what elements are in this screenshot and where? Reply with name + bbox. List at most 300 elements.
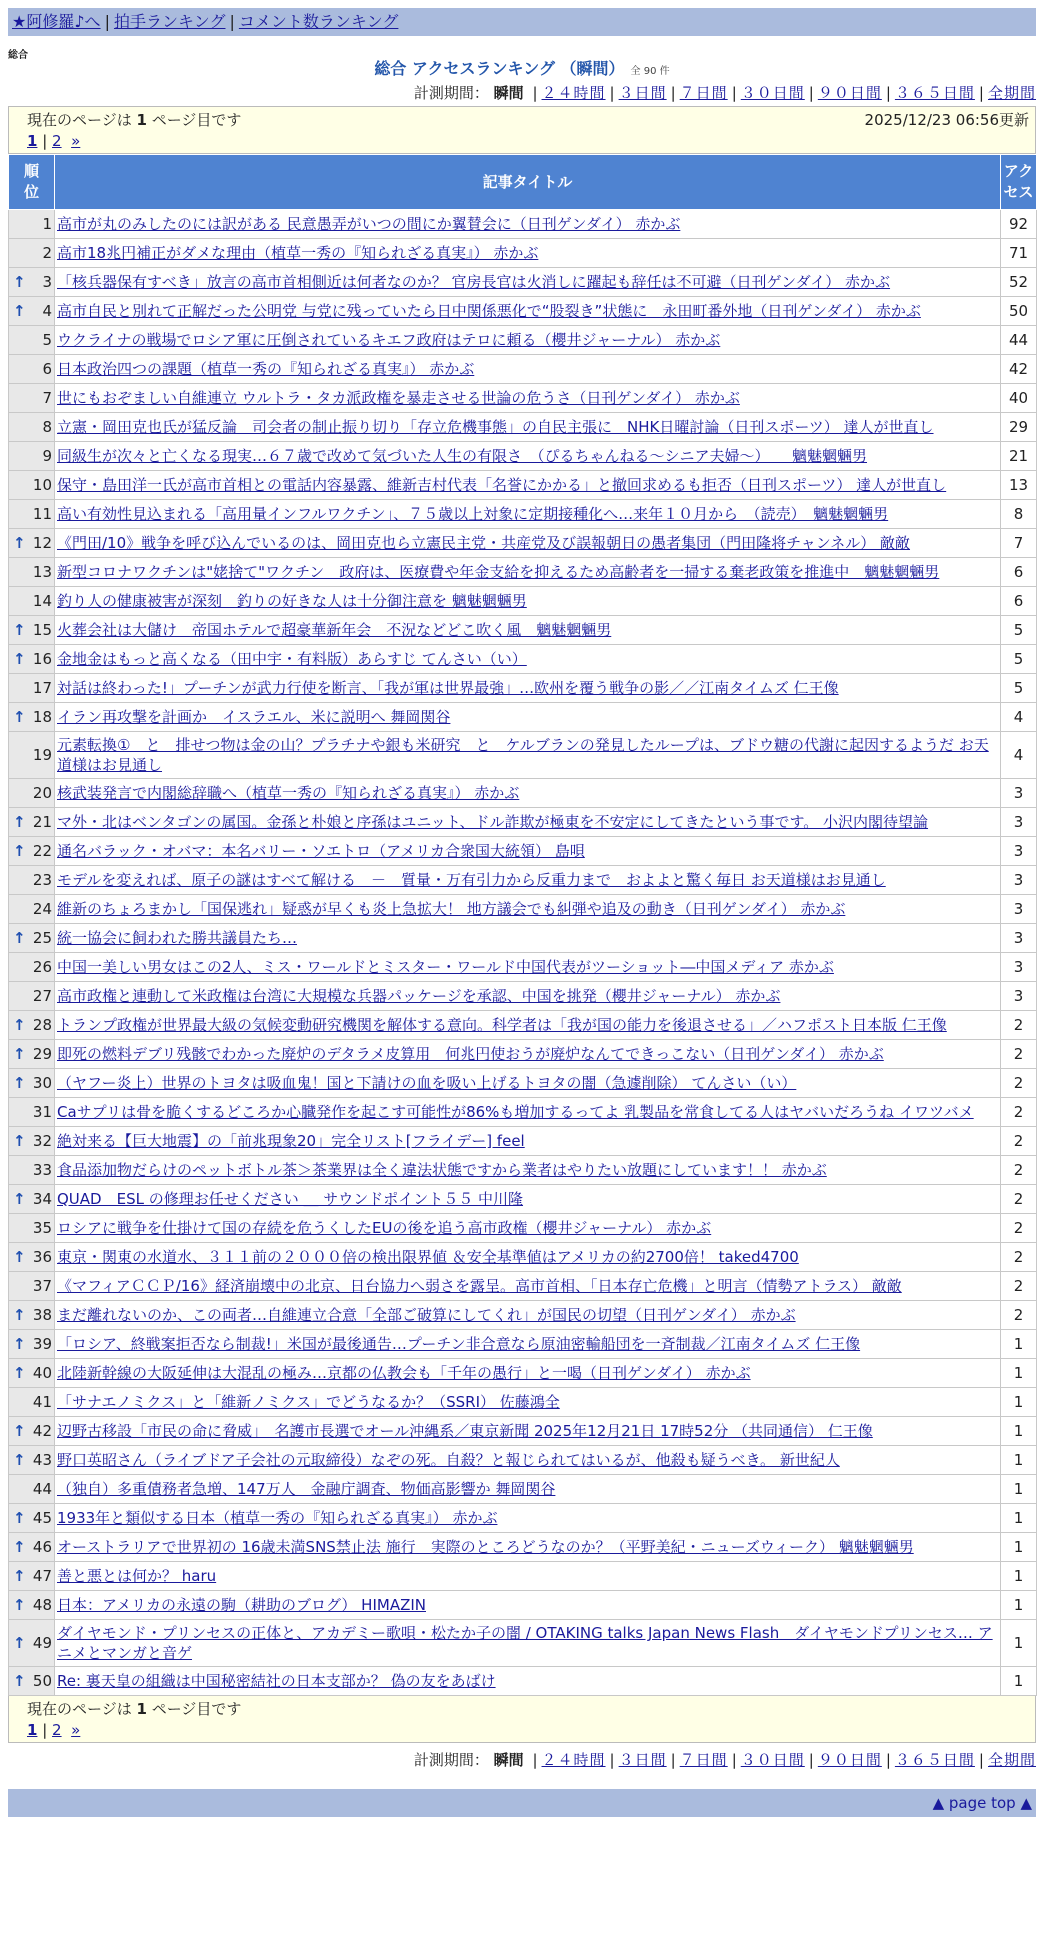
article-title-link[interactable]: まだ離れないのか、この両者…自維連立合意「全部ご破算にしてくれ」が国民の切望（日刊ゲンダイ） 赤かぶ [57,1306,796,1324]
rank-cell [9,674,55,703]
title-cell [55,558,1001,587]
rank-cell [9,442,55,471]
rank-cell [9,355,55,384]
rank-number: 15 [32,621,52,639]
section-label: 総合 [8,50,28,61]
table-row [9,779,1037,808]
rank-cell [9,895,55,924]
rank-number: 10 [32,476,52,494]
article-title-link[interactable]: 東京・関東の水道水、３１１前の２０００倍の検出限界値 ＆安全基準値はアメリカの約2700倍！ taked4700 [57,1248,799,1266]
article-title-link[interactable]: 通名バラック・オバマ：本名バリー・ソエトロ（アメリカ合衆国大統領） 島唄 [57,842,585,860]
ranking-title [8,58,1036,80]
footer-bar [8,1789,1036,1817]
rank-cell [9,1301,55,1330]
article-title-link[interactable]: 食品添加物だらけのペットボトル茶＞茶業界は全く違法状態ですから業者はやりたい放題にしています！！ 赤かぶ [57,1161,827,1179]
rank-cell [9,1504,55,1533]
table-row [9,442,1037,471]
access-count: 29 [1001,413,1037,442]
applause-ranking-link[interactable]: 拍手ランキング [113,12,226,31]
rank-number: 23 [32,871,52,889]
article-title-link[interactable]: マ外・北はベンタゴンの属国。金孫と朴娘と序孫はユニット、ドル詐欺が極東を不安定にしてきたという事です。 小沢内閣待望論 [57,813,929,831]
access-count: 2 [1001,1069,1037,1098]
rank-number: 8 [42,418,52,436]
table-row [9,500,1037,529]
access-count: 1 [1001,1667,1037,1696]
current-page-number: 1 [136,111,147,129]
ranking-table-body [9,210,1037,1696]
table-row [9,355,1037,384]
access-count: 44 [1001,326,1037,355]
pager-top: 現在のページは 1 ページ目です 2025/12/23 06:56更新 1 | 2 » [8,106,1036,154]
access-count: 1 [1001,1620,1037,1667]
period-link[interactable]: ３０日間 [740,1751,805,1769]
table-row [9,703,1037,732]
period-link[interactable]: ３日間 [618,84,667,102]
access-count: 2 [1001,1272,1037,1301]
rank-number: 46 [32,1538,52,1556]
rank-number: 28 [32,1016,52,1034]
article-title-link[interactable]: モデルを変えれば、原子の謎はすべて解ける － 質量・万有引力から反重力まで およよと驚く毎日 お天道様はお見通し [57,871,886,889]
rank-up-arrow-icon: ↑ [13,842,26,860]
title-cell [55,1214,1001,1243]
article-title-link[interactable]: 中国一美しい男女はこの2人、ミス・ワールドとミスター・ワールド中国代表がツーショット―中国メディア 赤かぶ [57,958,834,976]
rank-number: 40 [32,1364,52,1382]
article-title-link[interactable]: オーストラリアで世界初の 16歳未満SNS禁止法 施行 実際のところどうなのか？（平野美紀・ニューズウィーク） 魑魅魍魎男 [57,1538,914,1556]
period-link[interactable]: ３６５日間 [894,1751,975,1769]
table-row [9,268,1037,297]
rank-number: 12 [32,534,52,552]
rank-number: 11 [32,505,52,523]
period-links-bottom: | ２４時間 | ３日間 | ７日間 | ３０日間 | ９０日間 | ３６５日間 | 全期間 [532,1751,1036,1769]
title-cell [55,1185,1001,1214]
ranking-count: 全 90 件 [630,66,670,77]
article-title-link[interactable]: 善と悪とは何か？ haru [57,1567,217,1585]
access-count: 5 [1001,645,1037,674]
rank-up-arrow-icon: ↑ [13,1016,26,1034]
rank-cell [9,1098,55,1127]
rank-up-arrow-icon: ↑ [13,1132,26,1150]
rank-number: 16 [32,650,52,668]
access-count: 3 [1001,779,1037,808]
access-count: 4 [1001,732,1037,779]
rank-cell [9,500,55,529]
article-title-link[interactable]: 高市政権と連動して米政権は台湾に大規模な兵器パッケージを承認、中国を挑発（櫻井ジャーナル） 赤かぶ [57,987,781,1005]
rank-cell [9,1446,55,1475]
article-title-link[interactable]: ダイヤモンド・プリンセスの正体と、アカデミー歌唄・松たか子の闇 / OTAKING talks Japan News Flash ダイヤモンドプリンセス… アニメとマンガと音ゲ [57,1624,993,1662]
article-title-link[interactable]: 新型コロナワクチンは"姥捨て"ワクチン 政府は、医療費や年金支給を抑えるため高齢者を一掃する棄老政策を推進中 魑魅魍魎男 [57,563,940,581]
rank-number: 19 [32,746,52,764]
rank-cell [9,1591,55,1620]
article-title-link[interactable]: Caサプリは骨を脆くするどころか心臓発作を起こす可能性が86%も増加するってよ 乳製品を常食してる人はヤバいだろうね イワツバメ [57,1103,974,1121]
access-count: 8 [1001,500,1037,529]
rank-number: 41 [32,1393,52,1411]
title-cell [55,1330,1001,1359]
table-row [9,1156,1037,1185]
article-title-link[interactable]: 即死の燃料デブリ残骸でわかった廃炉のデタラメ皮算用 何兆円使おうが廃炉なんてできっこない（日刊ゲンダイ） 赤かぶ [57,1045,884,1063]
title-cell [55,1388,1001,1417]
rank-number: 24 [32,900,52,918]
period-link[interactable]: ３０日間 [740,84,805,102]
access-count: 4 [1001,703,1037,732]
rank-cell [9,1533,55,1562]
period-links-top: | ２４時間 | ３日間 | ７日間 | ３０日間 | ９０日間 | ３６５日間 | 全期間 [532,84,1036,102]
article-title-link[interactable]: 高市が丸のみしたのには訳がある 民意愚弄がいつの間にか翼賛会に（日刊ゲンダイ） 赤かぶ [57,215,681,233]
rank-up-arrow-icon: ↑ [13,929,26,947]
next-page-link-bottom[interactable]: » [71,1721,81,1739]
home-link[interactable]: ★阿修羅♪へ [12,12,101,31]
rank-up-arrow-icon: ↑ [13,1190,26,1208]
period-link[interactable]: ９０日間 [817,84,882,102]
table-row [9,1069,1037,1098]
access-count: 1 [1001,1504,1037,1533]
article-title-link[interactable]: ロシアに戦争を仕掛けて国の存続を危うくしたEUの後を追う高市政権（櫻井ジャーナル） 赤かぶ [57,1219,712,1237]
access-count: 52 [1001,268,1037,297]
rank-cell [9,1185,55,1214]
title-cell [55,384,1001,413]
table-row [9,529,1037,558]
access-count: 92 [1001,210,1037,239]
rank-up-arrow-icon: ↑ [13,1672,26,1690]
title-cell [55,1504,1001,1533]
period-link[interactable]: ３日間 [618,1751,667,1769]
title-cell [55,1359,1001,1388]
rank-cell [9,616,55,645]
article-title-link[interactable]: 世にもおぞましい自維連立 ウルトラ・タカ派政権を暴走させる世論の危うさ（日刊ゲンダイ） 赤かぶ [57,389,740,407]
table-row [9,837,1037,866]
access-count: 42 [1001,355,1037,384]
rank-up-arrow-icon: ↑ [13,1306,26,1324]
rank-number: 45 [32,1509,52,1527]
title-cell [55,500,1001,529]
title-cell [55,674,1001,703]
rank-number: 6 [42,360,52,378]
updated-timestamp: 2025/12/23 06:56更新 [864,111,1029,129]
rank-cell [9,413,55,442]
rank-cell [9,1272,55,1301]
table-row [9,587,1037,616]
rank-cell [9,1156,55,1185]
access-count: 6 [1001,587,1037,616]
rank-number: 36 [32,1248,52,1266]
access-count: 1 [1001,1417,1037,1446]
top-nav-bar: ★阿修羅♪へ | 拍手ランキング | コメント数ランキング [8,8,1036,36]
rank-cell [9,1011,55,1040]
comment-ranking-link[interactable]: コメント数ランキング [238,12,399,31]
rank-up-arrow-icon: ↑ [13,1509,26,1527]
access-count: 1 [1001,1359,1037,1388]
rank-cell [9,808,55,837]
rank-cell [9,1069,55,1098]
access-count: 1 [1001,1446,1037,1475]
rank-up-arrow-icon: ↑ [13,534,26,552]
rank-number: 5 [42,331,52,349]
access-count: 5 [1001,674,1037,703]
period-link[interactable]: 全期間 [987,1751,1036,1769]
article-title-link[interactable]: 北陸新幹線の大阪延伸は大混乱の極み…京都の仏教会も「千年の愚行」と一喝（日刊ゲンダイ） 赤かぶ [57,1364,751,1382]
title-cell [55,1667,1001,1696]
page-2-link-bottom[interactable]: 2 [52,1721,62,1739]
period-link[interactable]: ２４時間 [541,1751,606,1769]
rank-number: 26 [32,958,52,976]
title-cell [55,732,1001,779]
rank-up-arrow-icon: ↑ [13,1248,26,1266]
table-row [9,1667,1037,1696]
article-title-link[interactable]: 「核兵器保有すべき」放言の高市首相側近は何者なのか？ 官房長官は火消しに躍起も辞任は不可避（日刊ゲンダイ） 赤かぶ [57,273,891,291]
title-cell [55,1301,1001,1330]
rank-cell [9,779,55,808]
rank-cell [9,1562,55,1591]
col-rank-header: 順位 [9,155,55,210]
rank-cell [9,703,55,732]
article-title-link[interactable]: 「ロシア、終戦案拒否なら制裁!」米国が最後通告…プーチン非合意なら原油密輸船団を一斉制裁／江南タイムズ 仁王像 [57,1335,861,1353]
title-cell [55,1040,1001,1069]
article-title-link[interactable]: QUAD ESL の修理お任せください ＿ サウンドポイント５５ 中川隆 [57,1190,524,1208]
rank-cell [9,558,55,587]
period-link[interactable]: ７日間 [679,84,728,102]
title-cell [55,413,1001,442]
rank-up-arrow-icon: ↑ [13,302,26,320]
access-count: 2 [1001,1243,1037,1272]
period-link[interactable]: ７日間 [679,1751,728,1769]
access-count: 3 [1001,953,1037,982]
table-row [9,808,1037,837]
rank-number: 22 [32,842,52,860]
article-title-link[interactable]: 辺野古移設「市民の命に脅威」 名護市長選でオール沖縄系／東京新聞 2025年12月21日 17時52分 （共同通信） 仁王像 [57,1422,873,1440]
rank-up-arrow-icon: ↑ [13,1364,26,1382]
article-title-link[interactable]: 核武装発言で内閣総辞職へ（植草一秀の『知られざる真実』） 赤かぶ [57,784,520,802]
title-cell [55,953,1001,982]
rank-up-arrow-icon: ↑ [13,708,26,726]
table-row [9,1533,1037,1562]
next-page-link[interactable]: » [71,132,81,150]
table-row [9,866,1037,895]
article-title-link[interactable]: 1933年と類似する日本（植草一秀の『知られざる真実』） 赤かぶ [57,1509,498,1527]
title-cell [55,1011,1001,1040]
access-count: 3 [1001,924,1037,953]
article-title-link[interactable]: （ヤフー炎上）世界のトヨタは吸血鬼！国と下請けの血を吸い上げるトヨタの闇（急遽削除） てんさい（い） [57,1074,797,1092]
title-cell [55,1533,1001,1562]
rank-number: 37 [32,1277,52,1295]
period-link[interactable]: 全期間 [987,84,1036,102]
period-link[interactable]: ２４時間 [541,84,606,102]
rank-number: 18 [32,708,52,726]
article-title-link[interactable]: 「サナエノミクス」と「維新ノミクス」でどうなるか？（SSRI） 佐藤鴻全 [57,1393,560,1411]
rank-number: 32 [32,1132,52,1150]
rank-cell [9,587,55,616]
table-row [9,1098,1037,1127]
table-row [9,982,1037,1011]
page-top-link[interactable]: ▲ page top ▲ [932,1794,1032,1812]
access-count: 2 [1001,1156,1037,1185]
rank-number: 1 [42,215,52,233]
table-row [9,1388,1037,1417]
table-row [9,1243,1037,1272]
rank-number: 35 [32,1219,52,1237]
article-title-link[interactable]: 高市自民と別れて正解だった公明党 与党に残っていたら日中関係悪化で“股裂き”状態に 永田町番外地（日刊ゲンダイ） 赤かぶ [57,302,921,320]
title-cell [55,1272,1001,1301]
access-count: 1 [1001,1533,1037,1562]
rank-cell [9,239,55,268]
article-title-link[interactable]: 保守・島田洋一氏が高市首相との電話内容暴露、維新吉村代表「名誉にかかる」と撤回求めるも拒否（日刊スポーツ） 達人が世直し [57,476,947,494]
article-title-link[interactable]: 絶対来る【巨大地震】の「前兆現象20」完全リスト[フライデー] feel [57,1132,525,1150]
article-title-link[interactable]: 統一協会に飼われた勝共議員たち… [57,929,298,947]
title-cell [55,268,1001,297]
rank-number: 33 [32,1161,52,1179]
article-title-link[interactable]: 火葬会社は大儲け 帝国ホテルで超豪華新年会 不況などどこ吹く風 魑魅魍魎男 [57,621,612,639]
table-row [9,1301,1037,1330]
table-row [9,674,1037,703]
rank-number: 14 [32,592,52,610]
period-link[interactable]: ３６５日間 [894,84,975,102]
rank-number: 27 [32,987,52,1005]
access-count: 2 [1001,1127,1037,1156]
article-title-link[interactable]: トランプ政権が世界最大級の気候変動研究機関を解体する意向。科学者は「我が国の能力を後退させる」／ハフポスト日本版 仁王像 [57,1016,947,1034]
article-title-link[interactable]: 《門田/10》戦争を呼び込んでいるのは、岡田克也ら立憲民主党・共産党及び誤報朝日の愚者集団（門田隆将チャンネル） 敵敵 [57,534,911,552]
access-count: 5 [1001,616,1037,645]
access-count: 21 [1001,442,1037,471]
rank-cell [9,1040,55,1069]
article-title-link[interactable]: 釣り人の健康被害が深刻 釣りの好きな人は十分御注意を 魑魅魍魎男 [57,592,527,610]
article-title-link[interactable]: ウクライナの戦場でロシア軍に圧倒されているキエフ政府はテロに頼る（櫻井ジャーナル） 赤かぶ [57,331,721,349]
access-count: 3 [1001,866,1037,895]
article-title-link[interactable]: 《マフィアＣＣＰ/16》経済崩壊中の北京、日台協力へ弱さを露呈。高市首相、「日本存亡危機」と明言（情勢アトラス） 敵敵 [57,1277,902,1295]
rank-up-arrow-icon: ↑ [13,1634,26,1652]
article-title-link[interactable]: 維新のちょろまかし「国保逃れ」疑惑が早くも炎上急拡大！ 地方議会でも糾弾や追及の動き（日刊ゲンダイ） 赤かぶ [57,900,846,918]
access-count: 6 [1001,558,1037,587]
table-row [9,1359,1037,1388]
table-row [9,895,1037,924]
article-title-link[interactable]: 高い有効性見込まれる「高用量インフルワクチン」、７５歳以上対象に定期接種化へ…来年１０月から （読売） 魑魅魍魎男 [57,505,889,523]
table-row [9,1272,1037,1301]
rank-cell [9,471,55,500]
rank-cell [9,268,55,297]
article-title-link[interactable]: 日本政治四つの課題（植草一秀の『知られざる真実』） 赤かぶ [57,360,475,378]
rank-number: 43 [32,1451,52,1469]
title-cell [55,442,1001,471]
table-row [9,210,1037,239]
table-row [9,1011,1037,1040]
rank-number: 20 [32,784,52,802]
article-title-link[interactable]: 元素転換① と 排せつ物は金の山？プラチナや銀も米研究 と ケルブランの発見したループは、ブドウ糖の代謝に起因するようだ お天道様はお見通し [57,736,989,774]
rank-number: 44 [32,1480,52,1498]
rank-up-arrow-icon: ↑ [13,1335,26,1353]
article-title-link[interactable]: 対話は終わった!」プーチンが武力行使を断言、「我が軍は世界最強」…欧州を覆う戦争の影／／江南タイムズ 仁王像 [57,679,839,697]
rank-number: 13 [32,563,52,581]
rank-up-arrow-icon: ↑ [13,813,26,831]
article-title-link[interactable]: 高市18兆円補正がダメな理由（植草一秀の『知られざる真実』） 赤かぶ [57,244,539,262]
rank-cell [9,1388,55,1417]
rank-cell [9,1127,55,1156]
rank-number: 50 [32,1672,52,1690]
title-cell [55,1098,1001,1127]
rank-up-arrow-icon: ↑ [13,1567,26,1585]
rank-number: 7 [42,389,52,407]
access-count: 3 [1001,837,1037,866]
rank-number: 17 [32,679,52,697]
access-count: 1 [1001,1330,1037,1359]
access-count: 2 [1001,1098,1037,1127]
rank-cell [9,1330,55,1359]
article-title-link[interactable]: 金地金はもっと高くなる（田中宇・有料版）あらすじ てんさい（い） [57,650,527,668]
access-count: 1 [1001,1475,1037,1504]
title-cell [55,808,1001,837]
rank-cell [9,1214,55,1243]
table-row [9,732,1037,779]
rank-number: 29 [32,1045,52,1063]
title-cell [55,1417,1001,1446]
title-cell [55,1475,1001,1504]
rank-number: 38 [32,1306,52,1324]
period-link[interactable]: ９０日間 [817,1751,882,1769]
access-count: 40 [1001,384,1037,413]
access-count: 1 [1001,1562,1037,1591]
rank-cell [9,645,55,674]
article-title-link[interactable]: 立憲・岡田克也氏が猛反論 司会者の制止振り切り「存立危機事態」の自民主張に NHK日曜討論（日刊スポーツ） 達人が世直し [57,418,934,436]
access-count: 7 [1001,529,1037,558]
table-row [9,558,1037,587]
table-row [9,616,1037,645]
table-row [9,1185,1037,1214]
period-current: 瞬間 [493,84,524,102]
access-count: 13 [1001,471,1037,500]
rank-number: 34 [32,1190,52,1208]
article-title-link[interactable]: 同級生が次々と亡くなる現実…６７歳で改めて気づいた人生の有限さ （ぴるちゃんねる～シニア夫婦～） 魑魅魍魎男 [57,447,868,465]
ranking-table [8,154,1037,1696]
rank-cell [9,1475,55,1504]
title-cell [55,982,1001,1011]
article-title-link[interactable]: Re: 裏天皇の組織は中国秘密結社の日本支部か？ 偽の友をあばけ [57,1672,496,1690]
title-cell [55,1620,1001,1667]
table-row [9,1475,1037,1504]
ranking-title-text: 総合 アクセスランキング （瞬間） [374,59,625,78]
title-cell [55,471,1001,500]
table-row [9,1417,1037,1446]
table-row [9,924,1037,953]
title-cell [55,297,1001,326]
access-count: 2 [1001,1185,1037,1214]
article-title-link[interactable]: （独自）多重債務者急増、147万人 金融庁調査、物価高影響か 舞岡関谷 [57,1480,556,1498]
rank-number: 9 [42,447,52,465]
title-cell [55,529,1001,558]
rank-number: 47 [32,1567,52,1585]
page-1-link[interactable]: 1 [27,132,38,150]
table-row [9,326,1037,355]
rank-number: 48 [32,1596,52,1614]
rank-number: 39 [32,1335,52,1353]
title-cell [55,924,1001,953]
rank-up-arrow-icon: ↑ [13,1451,26,1469]
article-title-link[interactable]: 野口英昭さん（ライブドア子会社の元取締役）なぞの死。自殺？と報じられてはいるが、他殺も疑うべき。 新世紀人 [57,1451,840,1469]
title-cell [55,1156,1001,1185]
article-title-link[interactable]: 日本：アメリカの永遠の駒（耕助のブログ） HIMAZIN [57,1596,426,1614]
table-row [9,384,1037,413]
rank-cell [9,866,55,895]
access-count: 3 [1001,808,1037,837]
title-cell [55,866,1001,895]
table-row [9,413,1037,442]
article-title-link[interactable]: イラン再攻撃を計画か イスラエル、米に説明へ 舞岡関谷 [57,708,451,726]
access-count: 2 [1001,1040,1037,1069]
table-row [9,1504,1037,1533]
rank-cell [9,732,55,779]
title-cell [55,1562,1001,1591]
title-cell [55,895,1001,924]
page-2-link[interactable]: 2 [52,132,62,150]
page-1-link-bottom[interactable]: 1 [27,1721,38,1739]
rank-number: 31 [32,1103,52,1121]
rank-number: 30 [32,1074,52,1092]
rank-cell [9,1243,55,1272]
